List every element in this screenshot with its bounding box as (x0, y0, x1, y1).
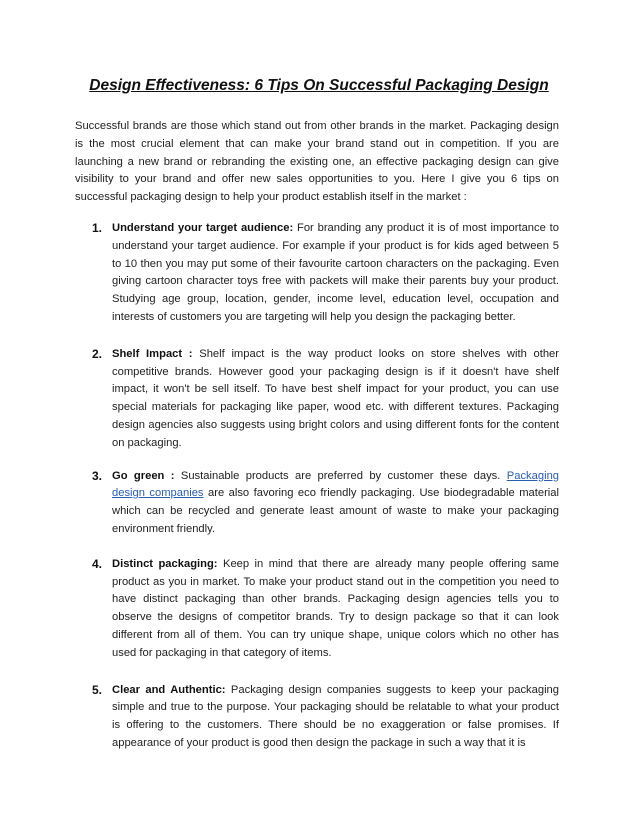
tip-number: 2. (92, 346, 103, 361)
tips-list (75, 220, 559, 753)
tip-text: Shelf impact is the way product looks on store shelves with other competitive brands. However good your packaging design is if it doesn't have shelf impact, it won't be sell itself. To have best shelf impact for your product, you can use special materials for packaging like paper, wood etc. with different textures. Packaging design agencies also suggests using bright colors and using different fonts for the content on packaging. (112, 347, 559, 449)
tip-heading: Go green : (112, 469, 175, 482)
tip-item-4 (75, 556, 559, 663)
tip-heading: Distinct packaging: (112, 557, 218, 570)
tip-heading: Understand your target audience: (112, 222, 294, 234)
tip-number: 5. (92, 682, 103, 697)
tip-text-after-link: are also favoring eco friendly packaging. Use biodegradable material which can be recycled and generate least amount of waste to make your packaging environment friendly. (112, 487, 559, 535)
document-title: Design Effectiveness: 6 Tips On Successful Packaging Design (89, 77, 549, 94)
tip-number: 1. (92, 221, 103, 235)
tip-heading: Shelf Impact : (112, 347, 193, 360)
tip-number: 4. (92, 556, 103, 571)
intro-paragraph: Successful brands are those which stand out from other brands in the market. Packaging design is the most crucial element that can make your brand stand out in competition. If you are launching a new brand or rebranding the existing one, an effective packaging design can give visibility to your brand and offer new sales opportunities to you. Here I give you 6 tips on successful packaging design to help your product establish itself in the market : (75, 120, 559, 204)
tip-text: For branding any product it is of most importance to understand your target audience. For example if your product is for kids aged between 5 to 10 then you may put some of their favourite cartoon characters on the packaging. Even giving cartoon character toys free with packets will make their parents buy your product. Studying age group, location, gender, income level, education level, occupation and interests of customers you are targeting will help you design the packaging better. (112, 222, 559, 323)
tip-text: Keep in mind that there are already many people offering same product as you in market. To make your product stand out in the competition you need to have distinct packaging than other brands. Packaging design agencies tells you to observe the designs of competitor brands. Try to design package so that it can look different from all of them. You can try unique shape, unique colors which no other has used for packaging in that category of items. (112, 557, 559, 659)
tip-number: 3. (92, 468, 103, 483)
tip-item-1 (75, 220, 559, 327)
tip-item-2 (75, 346, 559, 453)
tip-item-3 (75, 468, 559, 539)
tip-text-before-link: Sustainable products are preferred by customer these days. (180, 469, 501, 482)
tip-item-5 (75, 682, 559, 753)
design-companies-link[interactable]: design companies (112, 487, 204, 500)
tip-heading: Clear and Authentic: (112, 683, 226, 696)
tip-text: Packaging design companies suggests to keep your packaging simple and true to the purpose. Your packaging should be relatable to what your product is offering to the customers. There should be no exaggeration or false promises. If appearance of your product is good then design the package in such a way that it is (112, 683, 559, 749)
packaging-link[interactable]: Packaging (506, 469, 560, 482)
